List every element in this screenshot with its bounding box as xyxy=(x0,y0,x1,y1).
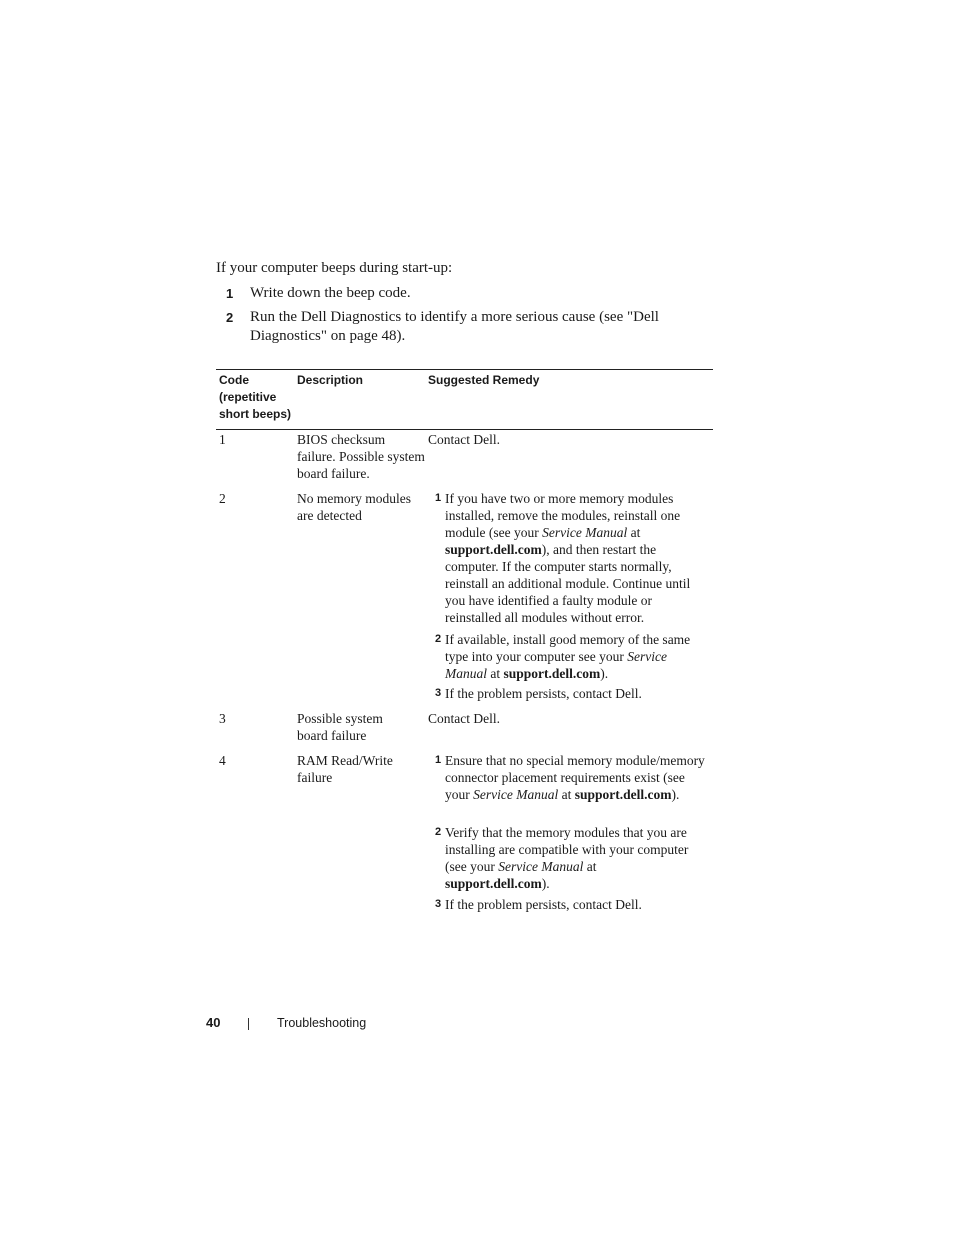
remedy-text: at xyxy=(583,859,597,874)
section-title: Troubleshooting xyxy=(277,1016,367,1030)
remedy-step-number: 1 xyxy=(435,754,442,766)
remedy-step-number: 2 xyxy=(435,633,442,645)
remedy-text: Ensure that no special memory module/memory connector placement requirements exist (see your xyxy=(445,753,705,802)
support-url: support.dell.com xyxy=(574,787,672,802)
remedy-text: If available, install good memory of the same type into your computer see your xyxy=(445,632,691,664)
support-url: support.dell.com xyxy=(445,542,542,557)
manual-title: Service Manual xyxy=(498,859,584,874)
support-url: support.dell.com xyxy=(503,666,601,681)
row-code: 3 xyxy=(219,711,226,726)
remedy-step xyxy=(435,752,710,803)
header-code-line: short beeps) xyxy=(219,407,292,421)
step-item xyxy=(216,284,696,303)
remedy-step xyxy=(435,896,710,913)
remedy-step xyxy=(435,631,710,682)
remedy-text: ). xyxy=(600,666,609,681)
header-code xyxy=(219,372,293,423)
header-remedy: Suggested Remedy xyxy=(428,373,540,387)
remedy-text: at xyxy=(627,525,641,540)
remedy-step-number: 2 xyxy=(435,826,442,838)
header-code-line: Code xyxy=(219,373,249,387)
footer-separator xyxy=(248,1018,249,1030)
remedy-step-number: 3 xyxy=(435,687,442,699)
support-url: support.dell.com xyxy=(445,876,542,891)
row-code: 2 xyxy=(219,491,226,506)
row-description: BIOS checksum failure. Possible system board failure. xyxy=(297,432,425,481)
step-text: Write down the beep code. xyxy=(250,285,411,301)
row-remedy: Contact Dell. xyxy=(428,432,500,447)
remedy-step-number: 1 xyxy=(435,492,442,504)
remedy-step-number: 3 xyxy=(435,898,442,910)
remedy-step xyxy=(435,490,710,626)
row-code: 4 xyxy=(219,753,226,768)
manual-title: Service Manual xyxy=(445,649,667,681)
header-code-line: (repetitive xyxy=(219,390,277,404)
remedy-text: ), and then restart the computer. If the computer starts normally, reinstall an additional module. Continue until you have identified a faulty module or reinstalled all modules without error. xyxy=(445,542,691,625)
remedy-text: ). xyxy=(541,876,550,891)
remedy-step xyxy=(435,824,710,892)
step-item xyxy=(216,308,696,346)
remedy-text: ). xyxy=(671,787,680,802)
step-number: 2 xyxy=(226,310,234,325)
remedy-text: If you have two or more memory modules installed, remove the modules, reinstall one module (see your xyxy=(445,491,681,540)
intro-text: If your computer beeps during start-up: xyxy=(216,260,453,276)
header-description: Description xyxy=(297,373,364,387)
manual-title: Service Manual xyxy=(473,787,559,802)
step-text: Run the Dell Diagnostics to identify a more serious cause (see "Dell Diagnostics" on page 48). xyxy=(250,309,659,344)
row-description: Possible system board failure xyxy=(297,711,383,743)
remedy-text: If the problem persists, contact Dell. xyxy=(445,686,642,701)
table-header-rule xyxy=(216,429,713,430)
page-number: 40 xyxy=(206,1015,221,1030)
table-top-rule xyxy=(216,369,713,370)
manual-title: Service Manual xyxy=(542,525,628,540)
row-description: No memory modules are detected xyxy=(297,491,411,523)
step-number: 1 xyxy=(226,286,234,301)
remedy-text: If the problem persists, contact Dell. xyxy=(445,897,642,912)
remedy-step xyxy=(435,685,710,702)
remedy-text: at xyxy=(487,666,504,681)
row-description: RAM Read/Write failure xyxy=(297,753,393,785)
remedy-text: Verify that the memory modules that you are installing are compatible with your computer (see your xyxy=(445,825,689,874)
remedy-text: at xyxy=(558,787,575,802)
row-code: 1 xyxy=(219,432,226,447)
row-remedy: Contact Dell. xyxy=(428,711,500,726)
